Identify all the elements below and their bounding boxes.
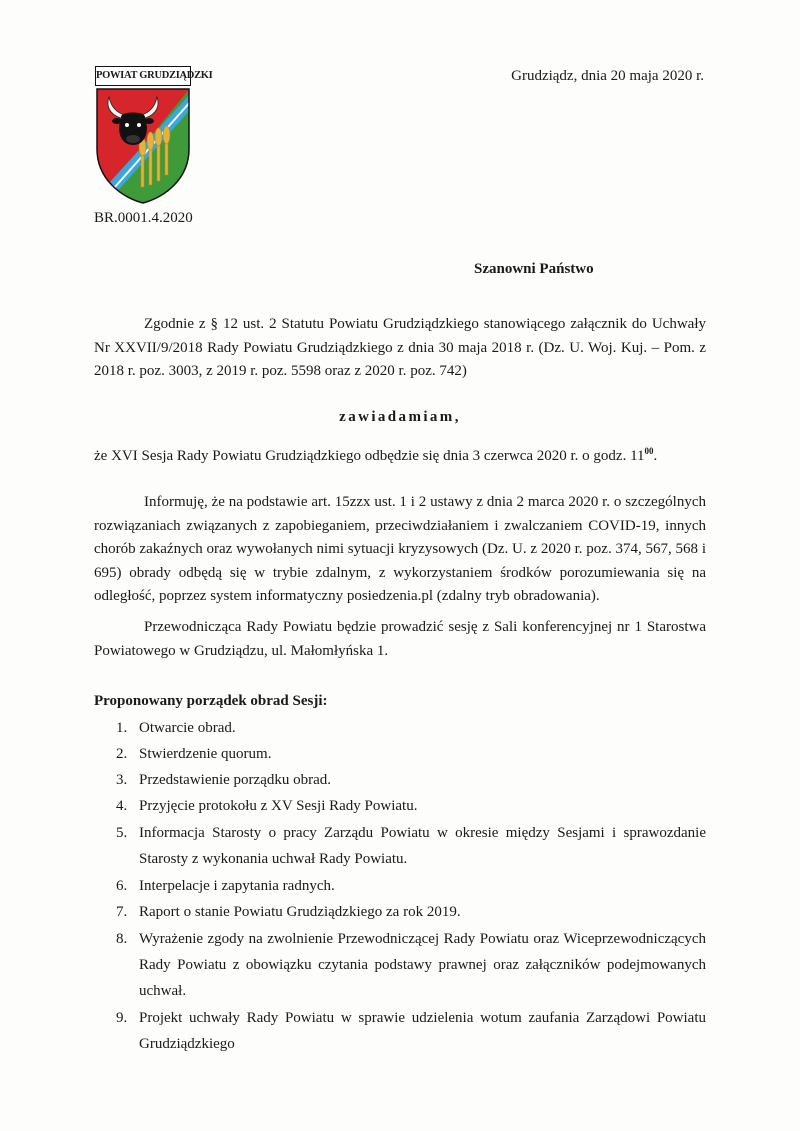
agenda-item [94, 926, 706, 1004]
agenda-item-number: 9. [116, 1010, 128, 1026]
agenda-item-number: 3. [116, 772, 128, 788]
agenda-item-number: 8. [116, 930, 128, 947]
session-time-minutes: 00 [644, 446, 654, 456]
legal-basis-paragraph: Zgodnie z § 12 ust. 2 Statutu Powiatu Grudziądzkiego stanowiącego załącznik do Uchwały Nr XXVII/9/2018 Rady Powiatu Grudziądzkiego z dnia 30 maja 2018 r. (Dz. U. Woj. Kuj. – Pom. z 2018 r. poz. 3003, z 2019 r. poz. 5598 oraz z 2020 r. poz. 742) [94, 316, 706, 379]
salutation: Szanowni Państwo [474, 261, 594, 277]
agenda-item [94, 716, 706, 741]
agenda-item-text: Przyjęcie protokołu z XV Sesji Rady Powiatu. [139, 798, 418, 814]
session-date-text: że XVI Sesja Rady Powiatu Grudziądzkiego odbędzie się dnia 3 czerwca 2020 r. o godz. 11 [94, 448, 645, 464]
agenda-item [94, 794, 706, 819]
agenda-item-text: Informacja Starosty o pracy Zarządu Powiatu w okresie między Sesjami i sprawozdanie Starosty z wykonania uchwał Rady Powiatu. [139, 825, 706, 867]
agenda-item-number: 4. [116, 798, 128, 814]
date-line: Grudziądz, dnia 20 maja 2020 r. [511, 68, 704, 84]
notification-heading: zawiadamiam, [339, 409, 461, 425]
agenda-item [94, 820, 706, 872]
agenda-item [94, 742, 706, 767]
agenda-list [94, 716, 706, 1059]
agenda-item-text: Stwierdzenie quorum. [139, 746, 272, 762]
agenda-item-number: 7. [116, 903, 128, 920]
agenda-item-number: 6. [116, 877, 128, 894]
agenda-item-text: Interpelacje i zapytania radnych. [139, 877, 335, 894]
session-date-paragraph [94, 440, 706, 469]
agenda-title: Proponowany porządek obrad Sesji: [94, 693, 328, 709]
crest-title: POWIAT GRUDZIĄDZKI [95, 66, 191, 86]
county-coat-of-arms [95, 66, 213, 206]
remote-mode-paragraph: Informuję, że na podstawie art. 15zzx ust. 1 i 2 ustawy z dnia 2 marca 2020 r. o szczególnych rozwiązaniach związanych z zapobieganiem, przeciwdziałaniem i zwalczaniem COVID-19, innych chorób zakaźnych oraz wywołanych nimi sytuacji kryzysowych (Dz. U. z 2020 r. poz. 374, 567, 568 i 695) obrady odbędą się w trybie zdalnym, z wykorzystaniem środków porozumiewania się na odległość, poprzez system informatyczny posiedzenia.pl (zdalny tryb obradowania). [94, 494, 706, 604]
agenda-item-text: Przedstawienie porządku obrad. [139, 772, 332, 788]
agenda-item-text: Wyrażenie zgody na zwolnienie Przewodniczącej Rady Powiatu oraz Wiceprzewodniczących Rady Powiatu z obowiązku czytania podstawy prawnej oraz załączników podejmowanych uchwał. [139, 930, 706, 999]
agenda-item-number: 5. [116, 825, 128, 841]
agenda-item-number: 2. [116, 746, 128, 762]
agenda-item [94, 1005, 706, 1057]
reference-number: BR.0001.4.2020 [94, 210, 193, 226]
agenda-item-text: Raport o stanie Powiatu Grudziądzkiego za rok 2019. [139, 903, 461, 920]
venue-paragraph: Przewodnicząca Rady Powiatu będzie prowadzić sesję z Sali konferencyjnej nr 1 Starostwa Powiatowego w Grudziądzu, ul. Małomłyńska 1. [94, 619, 706, 659]
shield-icon [95, 87, 191, 205]
agenda-item-text: Otwarcie obrad. [139, 720, 236, 736]
agenda-item [94, 874, 706, 899]
agenda-item [94, 768, 706, 793]
agenda-item-number: 1. [116, 720, 128, 736]
agenda-item-text: Projekt uchwały Rady Powiatu w sprawie udzielenia wotum zaufania Zarządowi Powiatu Grudziądzkiego [139, 1010, 706, 1052]
session-date-end: . [653, 448, 658, 464]
agenda-item [94, 900, 706, 925]
